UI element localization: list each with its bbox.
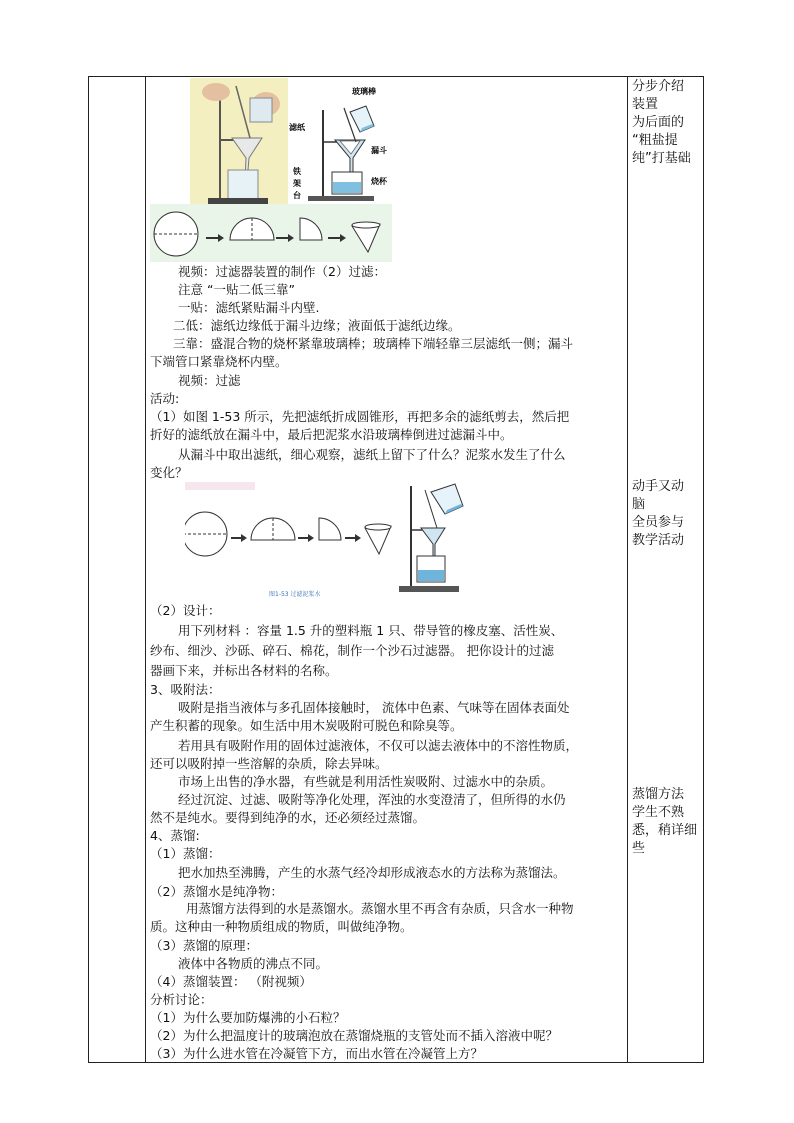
side-note-2-line: 动手又动 — [632, 479, 685, 494]
column-divider-left — [145, 77, 146, 1062]
text-adsorption-b: 产生积蓄的现象。如生活中用木炭吸附可脱色和除臭等。 — [150, 718, 463, 733]
text-distill-def: 把水加热至沸腾，产生的水蒸气经冷却形成液态水的方法称为蒸馏法。 — [178, 865, 566, 880]
text-distill-3: （3）蒸馏的原理： — [150, 938, 258, 953]
text-activity-1a: （1）如图 1-53 所示，先把滤纸折成圆锥形，再把多余的滤纸剪去，然后把 — [150, 409, 570, 424]
text-note: 注意 “一贴二低三靠” — [178, 282, 295, 297]
side-note-2-line: 全员参与 — [632, 515, 685, 530]
text-distill-2: （2）蒸馏水是纯净物： — [150, 884, 283, 899]
question-1: （1）为什么要加防爆沸的小石粒？ — [150, 1010, 346, 1025]
label-stand-2: 架 — [293, 179, 301, 188]
text-materials-c: 器画下来，并标出各材料的名称。 — [150, 663, 338, 678]
side-note-3 — [632, 786, 708, 858]
side-note-2 — [632, 478, 708, 550]
label-stand-3: 台 — [293, 191, 301, 200]
text-one-stick: 一贴：滤纸紧贴漏斗内壁. — [178, 300, 320, 315]
question-2: （2）为什么把温度计的玻璃泡放在蒸馏烧瓶的支管处而不插入溶液中呢？ — [150, 1028, 558, 1043]
side-note-1 — [632, 78, 708, 168]
text-adsorption-a: 吸附是指当液体与多孔固体接触时， 流体中色素、气味等在固体表面处 — [178, 700, 570, 715]
label-stand-1: 铁 — [293, 167, 301, 176]
figure-1-53 — [185, 482, 465, 600]
side-note-1-line: “粗盐提 — [632, 133, 678, 148]
heading-adsorption: 3、吸附法： — [150, 682, 221, 697]
column-divider-right — [627, 77, 628, 1062]
text-pure-b: 质。这种由一种物质组成的物质，叫做纯净物。 — [150, 919, 413, 934]
side-note-3-line: 些 — [632, 841, 646, 856]
text-video-filter-2: 视频：过滤 — [178, 373, 241, 388]
question-3: （3）为什么进水管在冷凝管下方，而出水管在冷凝管上方？ — [150, 1046, 483, 1061]
filtration-diagram — [288, 86, 388, 201]
filtration-figure — [190, 78, 396, 204]
text-activity: 活动: — [150, 391, 180, 406]
side-note-3-line: 悉，稍详细 — [632, 823, 698, 838]
label-filter-paper: 滤纸 — [289, 123, 305, 132]
text-discussion: 分析讨论： — [150, 992, 213, 1007]
label-funnel: 漏斗 — [371, 146, 387, 155]
side-note-1-line: 分步介绍 — [632, 79, 685, 94]
text-distill-4: （4）蒸馏装置： （附视频） — [150, 974, 312, 989]
text-purify-b: 然不是纯水。要得到纯净的水，还必须经过蒸馏。 — [150, 810, 426, 825]
label-glass-rod: 玻璃棒 — [352, 87, 376, 96]
side-note-1-line: 装置 — [632, 97, 659, 112]
text-distill-1: （1）蒸馏： — [150, 846, 221, 861]
text-purify-a: 经过沉淀、过滤、吸附等净化处理，浑浊的水变澄清了，但所得的水仍 — [178, 792, 566, 807]
side-note-3-line: 学生不熟 — [632, 805, 685, 820]
heading-distillation: 4、蒸馏: — [150, 828, 200, 843]
side-note-1-line: 纯”打基础 — [632, 151, 691, 166]
text-three-lean-a: 三靠：盛混合物的烧杯紧靠玻璃棒；玻璃棒下端轻靠三层滤纸一侧；漏斗 — [173, 336, 574, 351]
text-observe-b: 变化？ — [150, 465, 188, 480]
side-note-1-line: 为后面的 — [632, 115, 685, 130]
text-materials-a: 用下列材料 ：容量 1.5 升的塑料瓶 1 只、带导管的橡皮塞、活性炭、 — [178, 623, 564, 638]
text-design: （2）设计： — [150, 603, 221, 618]
label-beaker: 烧杯 — [371, 177, 387, 186]
text-pure-a: 用蒸馏方法得到的水是蒸馏水。蒸馏水里不再含有杂质，只含水一种物 — [186, 901, 574, 916]
text-two-low: 二低：滤纸边缘低于漏斗边缘；液面低于滤纸边缘。 — [173, 318, 461, 333]
text-adsorb-filter-b: 还可以吸附掉一些溶解的杂质，除去异味。 — [150, 756, 388, 771]
text-adsorb-filter-a: 若用具有吸附作用的固体过滤液体，不仅可以滤去液体中的不溶性物质， — [178, 738, 579, 753]
text-materials-b: 纱布、细沙、沙砾、碎石、棉花，制作一个沙石过滤器。 把你设计的过滤 — [150, 643, 554, 658]
side-note-2-line: 脑 — [632, 497, 646, 512]
text-purifier: 市场上出售的净水器，有些就是利用活性炭吸附、过滤水中的杂质。 — [178, 774, 554, 789]
figure-caption: 图1-53 过滤泥浆水 — [269, 591, 321, 598]
text-three-lean-b: 下端管口紧靠烧杯内壁。 — [150, 354, 288, 369]
filter-folding-steps — [150, 204, 392, 262]
text-activity-1b: 折好的滤纸放在漏斗中，最后把泥浆水沿玻璃棒倒进过滤漏斗中。 — [150, 427, 513, 442]
text-observe-a: 从漏斗中取出滤纸，细心观察，滤纸上留下了什么？泥浆水发生了什么 — [178, 447, 566, 462]
side-note-2-line: 教学活动 — [632, 533, 685, 548]
side-note-3-line: 蒸馏方法 — [632, 787, 685, 802]
text-boiling-points: 液体中各物质的沸点不同。 — [178, 956, 329, 971]
text-video-filter: 视频：过滤器装置的制作（2）过滤： — [178, 264, 386, 279]
